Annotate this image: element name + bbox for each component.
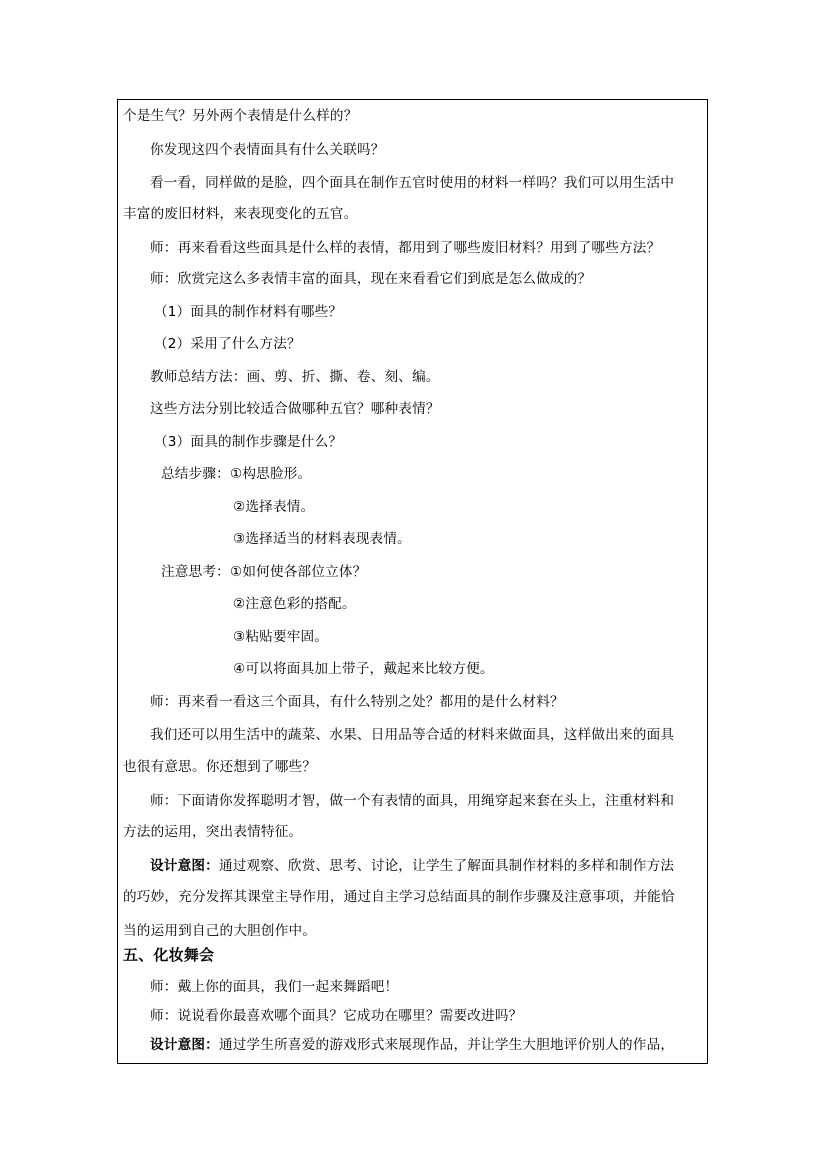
text-line: ④可以将面具加上带子，戴起来比较方便。 (233, 661, 494, 677)
text-line: （2）采用了什么方法？ (154, 336, 301, 352)
design-intent-label: 设计意图： (150, 858, 219, 874)
text-line: 方法的运用，突出表情特征。 (123, 824, 303, 840)
text-line: ②选择表情。 (233, 499, 315, 515)
text-line: 总结步骤：①构思脸形。 (161, 466, 312, 482)
text-line (150, 857, 674, 875)
text-line: 也很有意思。你还想到了哪些？ (123, 759, 317, 775)
text-line: ②注意色彩的搭配。 (233, 596, 356, 612)
text-line: 师：再来看一看这三个面具，有什么特别之处？都用的是什么材料？ (150, 694, 564, 710)
text-line: 这些方法分别比较适合做哪种五官？哪种表情？ (150, 401, 440, 417)
text-line: （1）面具的制作材料有哪些？ (154, 304, 343, 320)
text-line: 你发现这四个表情面具有什么关联吗？ (150, 142, 385, 158)
text-line: 的巧妙，充分发挥其课堂主导作用，通过自主学习总结面具的制作步骤及注意事项，并能恰 (123, 889, 675, 905)
text-line: 师：下面请你发挥聪明才智，做一个有表情的面具，用绳穿起来套在头上，注重材料和 (150, 793, 675, 809)
text-line: 师：欣赏完这么多表情丰富的面具，现在来看看它们到底是怎么做成的？ (150, 271, 592, 287)
text-line: 师：再来看看这些面具是什么样的表情，都用到了哪些废旧材料？用到了哪些方法？ (150, 240, 661, 256)
text-line: 当的运用到自己的大胆创作中。 (123, 923, 317, 939)
text-line: 个是生气？另外两个表情是什么样的？ (123, 108, 358, 124)
design-intent-text: 通过观察、欣赏、思考、讨论，让学生了解面具制作材料的多样和制作方法 (218, 858, 675, 874)
text-line: 师：说说看你最喜欢哪个面具？它成功在哪里？需要改进吗？ (150, 1008, 523, 1024)
text-line: 教师总结方法：画、剪、折、撕、卷、刻、编。 (150, 369, 440, 385)
text-line: ③选择适当的材料表现表情。 (233, 531, 411, 547)
section-heading: 五、化妆舞会 (123, 946, 215, 964)
lesson-plan-table-cell (117, 99, 708, 1064)
text-line (150, 1036, 674, 1054)
text-line: ③粘贴要牢固。 (233, 629, 329, 645)
text-line: 师：戴上你的面具，我们一起来舞蹈吧！ (150, 979, 399, 995)
design-intent-text: 通过学生所喜爱的游戏形式来展现作品，并让学生大胆地评价别人的作品， (218, 1037, 675, 1053)
text-line: 我们还可以用生活中的蔬菜、水果、日用品等合适的材料来做面具，这样做出来的面具 (150, 727, 675, 743)
text-line: （3）面具的制作步骤是什么？ (154, 434, 343, 450)
text-line: 注意思考：①如何使各部位立体？ (161, 564, 367, 580)
text-line: 看一看，同样做的是脸，四个面具在制作五官时使用的材料一样吗？我们可以用生活中 (150, 175, 675, 191)
text-line: 丰富的废旧材料，来表现变化的五官。 (123, 206, 358, 222)
design-intent-label: 设计意图： (150, 1037, 219, 1053)
